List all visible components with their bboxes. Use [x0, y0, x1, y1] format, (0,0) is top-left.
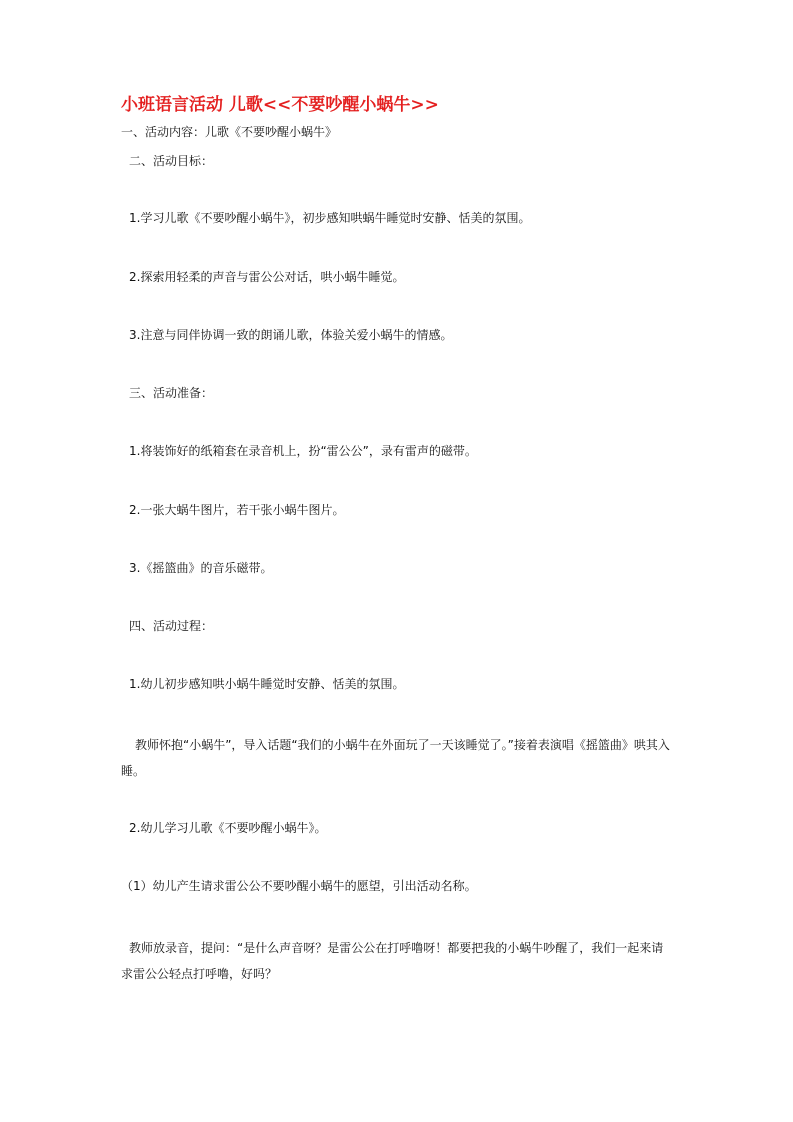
goal-2: 2.探索用轻柔的声音与雷公公对话，哄小蜗牛睡觉。: [129, 270, 405, 284]
process-1: 1.幼儿初步感知哄小蜗牛睡觉时安静、恬美的氛围。: [129, 677, 405, 691]
goal-3: 3.注意与同伴协调一致的朗诵儿歌，体验关爱小蜗牛的情感。: [129, 328, 453, 342]
document-title: 小班语言活动 儿歌<<不要吵醒小蜗牛>>: [121, 95, 439, 115]
prep-3: 3.《摇篮曲》的音乐磁带。: [129, 561, 273, 575]
process-2: 2.幼儿学习儿歌《不要吵醒小蜗牛》。: [129, 821, 327, 835]
section-content: 一、活动内容：儿歌《不要吵醒小蜗牛》: [121, 125, 338, 139]
section-prep-heading: 三、活动准备：: [129, 386, 214, 400]
goal-1: 1.学习儿歌《不要吵醒小蜗牛》，初步感知哄蜗牛睡觉时安静、恬美的氛围。: [129, 211, 531, 225]
section-goals-heading: 二、活动目标：: [129, 154, 214, 168]
section-process-heading: 四、活动过程：: [129, 619, 214, 633]
process-1-detail: 教师怀抱“小蜗牛”，导入话题“我们的小蜗牛在外面玩了一天该睡觉了。”接着表演唱《摇篮曲》哄其入睡。: [121, 738, 670, 778]
prep-2: 2.一张大蜗牛图片，若干张小蜗牛图片。: [129, 503, 345, 517]
process-2-step-1-detail: 教师放录音，提问：“是什么声音呀？是雷公公在打呼噜呀！都要把我的小蜗牛吵醒了，我们一起来请求雷公公轻点打呼噜，好吗？: [121, 941, 664, 981]
prep-1: 1.将装饰好的纸箱套在录音机上，扮“雷公公”，录有雷声的磁带。: [129, 444, 477, 458]
process-2-step-1: （1）幼儿产生请求雷公公不要吵醒小蜗牛的愿望，引出活动名称。: [121, 879, 477, 893]
